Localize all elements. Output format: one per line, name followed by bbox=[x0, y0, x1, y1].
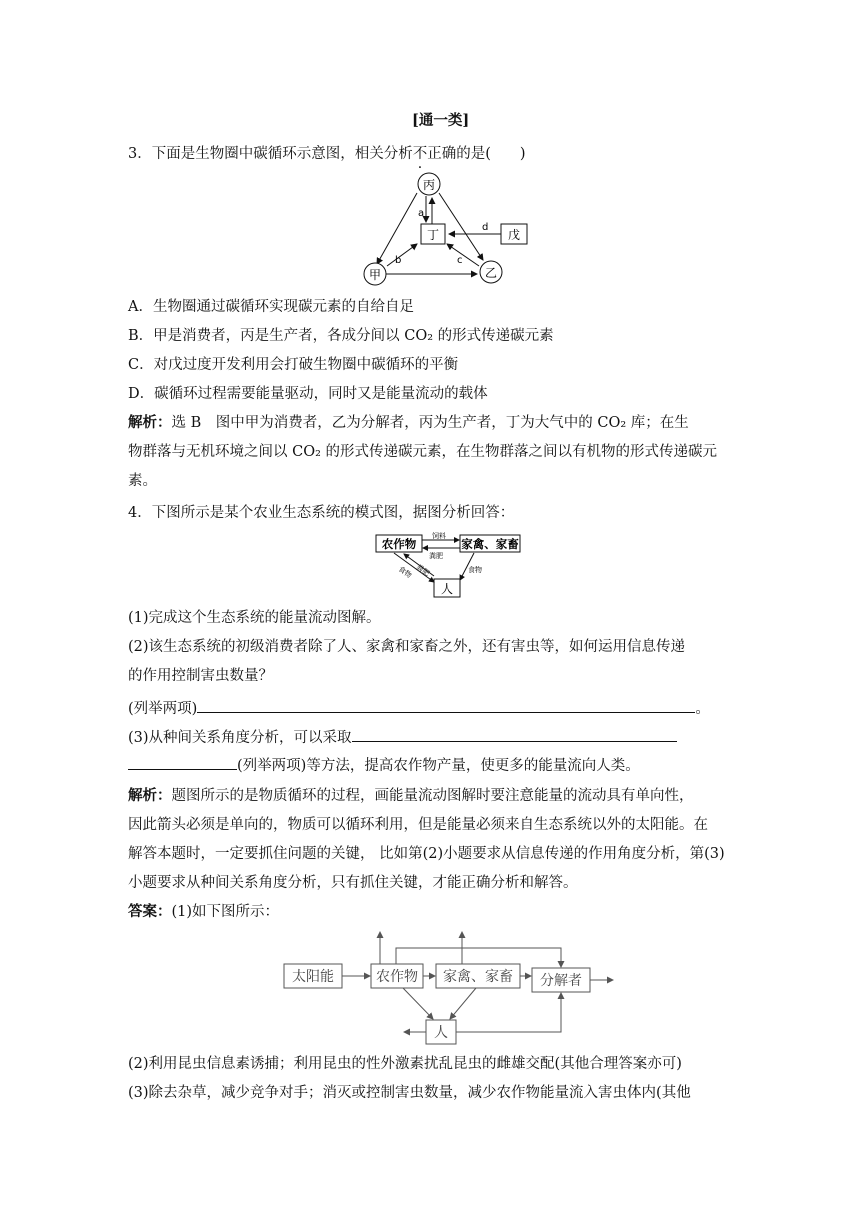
q4-answer-3: (3)除去杂草，减少竞争对手；消灭或控制害虫数量，减少农作物能量流入害虫体内(其他 bbox=[128, 1085, 691, 1101]
feed-label: 饲料 bbox=[432, 532, 446, 540]
q4-analysis-text-1: 题图所示的是物质循环的过程，画能量流动图解时要注意能量的流动具有单向性， bbox=[171, 788, 694, 804]
node-yi: 乙 bbox=[484, 266, 498, 280]
carbon-cycle-diagram bbox=[355, 168, 540, 290]
food-label-1: 食物 bbox=[396, 565, 413, 580]
q4-sub-3-blank-1 bbox=[352, 727, 677, 742]
option-c: C．对戊过度开发利用会打破生物圈中碳循环的平衡 bbox=[128, 357, 459, 373]
node-jia: 甲 bbox=[368, 268, 382, 282]
node-ding: 丁 bbox=[426, 228, 440, 242]
human-label: 人 bbox=[440, 582, 454, 596]
q4-answer-label: 答案： bbox=[128, 903, 172, 920]
human-answer-label: 人 bbox=[434, 1025, 448, 1041]
q4-answer-2: (2)利用昆虫信息素诱捕；利用昆虫的性外激素扰乱昆虫的雌雄交配(其他合理答案亦可) bbox=[128, 1056, 682, 1072]
label-b: b bbox=[395, 255, 402, 266]
energy-flow-diagram bbox=[280, 928, 620, 1050]
q4-analysis-line-2: 因此箭头必须是单向的，物质可以循环利用，但是能量必须来自生态系统以外的太阳能。在 bbox=[128, 817, 708, 833]
option-b: B．甲是消费者，丙是生产者，各成分间以 CO₂ 的形式传递碳元素 bbox=[128, 328, 554, 344]
node-bing: 丙 bbox=[422, 178, 436, 192]
option-a: A．生物圈通过碳循环实现碳元素的自给自足 bbox=[128, 299, 414, 315]
q3-analysis-line-1 bbox=[128, 413, 689, 433]
question-4-stem: 4．下图所示是某个农业生态系统的模式图，据图分析回答： bbox=[128, 505, 515, 521]
option-d: D．碳循环过程需要能量驱动，同时又是能量流动的载体 bbox=[128, 386, 488, 402]
q3-analysis-label: 解析： bbox=[128, 414, 172, 431]
arrow-crops-human bbox=[403, 988, 433, 1019]
q3-analysis-text-1: 选 B 图中甲为消费者，乙为分解者，丙为生产者，丁为大气中的 CO₂ 库；在生 bbox=[171, 415, 689, 431]
q4-sub-3-line-2 bbox=[128, 755, 640, 776]
q4-sub-2-line-1: (2)该生态系统的初级消费者除了人、家禽和家畜之外，还有害虫等，如何运用信息传递 bbox=[128, 639, 686, 655]
manure-label-2: 粪肥 bbox=[414, 563, 431, 578]
edge-b bbox=[387, 244, 417, 266]
label-c: c bbox=[457, 255, 463, 266]
q4-sub-2-answer-line bbox=[128, 698, 710, 719]
crops-label: 农作物 bbox=[381, 537, 417, 551]
q4-answer-intro bbox=[128, 902, 279, 922]
q3-analysis-line-2: 物群落与无机环境之间以 CO₂ 的形式传递碳元素，在生物群落之间以有机物的形式传递碳元 bbox=[128, 444, 718, 460]
arrow-human-decomposer bbox=[456, 993, 561, 1032]
q3-stem-emphasis: 不 bbox=[412, 146, 428, 162]
q3-stem-before: 3．下面是生物圈中碳循环示意图，相关分析 bbox=[128, 146, 413, 162]
q4-sub-2-prefix: (列举两项) bbox=[128, 701, 198, 717]
q4-analysis-label: 解析： bbox=[128, 787, 172, 804]
livestock-label: 家禽、家畜 bbox=[461, 537, 519, 551]
question-3-stem bbox=[128, 144, 526, 164]
q4-sub-2-blank bbox=[197, 698, 695, 713]
q4-analysis-line-1 bbox=[128, 786, 694, 806]
q4-sub-3-text: (列举两项)等方法，提高农作物产量，使更多的能量流向人类。 bbox=[237, 758, 640, 774]
q4-sub-3-line-1 bbox=[128, 727, 677, 748]
manure-label-1: 粪肥 bbox=[429, 552, 443, 560]
edge-bing-to-jia bbox=[377, 193, 417, 264]
q3-analysis-line-3: 素。 bbox=[128, 473, 157, 489]
label-d: d bbox=[482, 222, 489, 233]
label-a: a bbox=[418, 208, 425, 219]
q4-sub-2-line-2: 的作用控制害虫数量？ bbox=[128, 668, 273, 684]
food-label-2: 食物 bbox=[468, 566, 482, 574]
node-wu: 戊 bbox=[507, 228, 521, 242]
arrow-livestock-human bbox=[450, 988, 476, 1019]
decomposer-label: 分解者 bbox=[540, 973, 582, 989]
q4-answer-intro-text: (1)如下图所示： bbox=[171, 904, 280, 920]
q4-sub-3-blank-2 bbox=[128, 755, 237, 770]
edge-bing-to-yi bbox=[439, 193, 483, 260]
q3-stem-after: 正确的是( ) bbox=[427, 146, 526, 162]
section-title: [通一类] bbox=[412, 112, 470, 129]
q4-analysis-line-4: 小题要求从种间关系角度分析，只有抓住关键，才能正确分析和解答。 bbox=[128, 875, 578, 891]
crops-answer-label: 农作物 bbox=[376, 969, 418, 985]
agriculture-diagram bbox=[374, 532, 524, 600]
q4-sub-1: (1)完成这个生态系统的能量流动图解。 bbox=[128, 610, 381, 626]
q4-sub-2-suffix: 。 bbox=[695, 701, 710, 717]
q4-analysis-line-3: 解答本题时，一定要抓住问题的关键， 比如第(2)小题要求从信息传递的作用角度分析，第(3) bbox=[128, 846, 725, 862]
livestock-answer-label: 家禽、家畜 bbox=[443, 969, 513, 985]
sun-label: 太阳能 bbox=[292, 969, 334, 985]
q4-sub-3-prefix: (3)从种间关系角度分析，可以采取 bbox=[128, 730, 352, 746]
